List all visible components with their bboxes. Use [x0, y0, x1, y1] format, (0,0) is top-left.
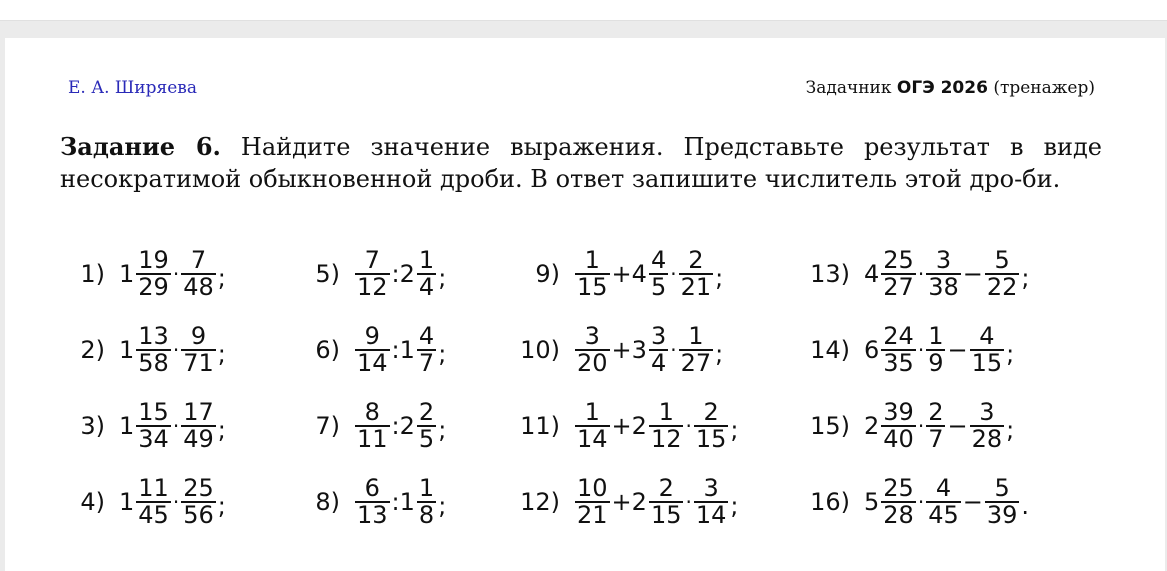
fraction [181, 400, 216, 452]
fraction [694, 476, 729, 528]
numerator: 3 [935, 246, 952, 274]
fraction [136, 324, 171, 376]
fraction [649, 476, 684, 528]
denominator: 4 [418, 273, 435, 301]
operator: · [670, 262, 677, 286]
problem-number: 4) [80, 488, 105, 516]
denominator: 71 [183, 349, 214, 377]
math-expression [354, 324, 446, 376]
whole-part: 1 [119, 488, 135, 516]
fraction [970, 324, 1005, 376]
fraction [881, 476, 916, 528]
denominator: 22 [986, 273, 1018, 301]
fraction [649, 324, 668, 376]
whole-part: 4 [864, 260, 880, 288]
numerator: 1 [658, 398, 674, 426]
math-expression [864, 324, 1014, 376]
problem-item [805, 244, 1029, 304]
denominator: 38 [928, 273, 959, 301]
problem-number: 9) [535, 260, 560, 288]
operator: :1 [391, 336, 415, 364]
numerator: 19 [138, 246, 169, 274]
book-title-suffix: (тренажер) [987, 78, 1095, 98]
denominator: 20 [577, 349, 608, 377]
end-punctuation: ; [438, 492, 447, 520]
whole-part: 6 [864, 336, 880, 364]
denominator: 5 [418, 425, 435, 453]
problem-number: 3) [80, 412, 105, 440]
numerator: 25 [183, 474, 214, 502]
math-expression [354, 476, 446, 528]
fraction [985, 476, 1020, 528]
fraction [575, 476, 610, 528]
problem-number: 13) [810, 260, 850, 288]
denominator: 35 [883, 349, 914, 377]
operator: :1 [391, 488, 415, 516]
fraction [355, 476, 390, 528]
fraction [136, 400, 171, 452]
denominator: 29 [138, 273, 169, 301]
fraction [926, 476, 961, 528]
numerator: 3 [979, 398, 995, 426]
previous-page-edge [0, 0, 1167, 21]
numerator: 3 [650, 322, 667, 350]
problem-item [75, 244, 226, 304]
denominator: 11 [357, 425, 388, 453]
problem-item [295, 320, 446, 380]
denominator: 14 [577, 425, 608, 453]
operator: · [172, 490, 180, 514]
end-punctuation: ; [1021, 264, 1030, 292]
task-statement [60, 131, 1102, 195]
problem-number: 11) [520, 412, 560, 440]
denominator: 15 [695, 425, 727, 453]
numerator: 1 [418, 474, 435, 502]
math-expression [354, 248, 446, 300]
denominator: 13 [357, 501, 388, 529]
numerator: 2 [688, 246, 704, 274]
whole-part: 1 [119, 260, 135, 288]
operator: · [172, 338, 180, 362]
operator: − [962, 260, 983, 288]
numerator: 4 [418, 322, 435, 350]
fraction [926, 400, 945, 452]
denominator: 21 [680, 273, 712, 301]
denominator: 15 [577, 273, 608, 301]
numerator: 10 [577, 474, 608, 502]
fraction [694, 400, 729, 452]
end-punctuation: ; [730, 416, 739, 444]
operator: − [947, 336, 968, 364]
numerator: 2 [928, 398, 944, 426]
fraction [985, 248, 1020, 300]
end-punctuation: ; [730, 492, 739, 520]
book-title-prefix: Задачник [805, 78, 897, 98]
task-text: Найдите значение выражения. Представьте результат в виде несократимой обыкновенной дроби. В ответ запишите числитель этой дро-би. [60, 133, 1102, 193]
fraction [881, 248, 916, 300]
problem-number: 5) [315, 260, 340, 288]
fraction [970, 400, 1005, 452]
denominator: 14 [357, 349, 388, 377]
numerator: 9 [364, 322, 380, 350]
header-author: Е. А. Ширяева [68, 78, 198, 98]
fraction [649, 400, 684, 452]
fraction [136, 476, 171, 528]
numerator: 8 [364, 398, 380, 426]
numerator: 1 [688, 322, 704, 350]
problem-item [510, 244, 723, 304]
problem-number: 8) [315, 488, 340, 516]
operator: +2 [611, 412, 647, 440]
math-expression [119, 476, 226, 528]
denominator: 12 [357, 273, 388, 301]
numerator: 1 [584, 398, 600, 426]
fraction [417, 400, 436, 452]
denominator: 40 [883, 425, 914, 453]
numerator: 11 [138, 474, 169, 502]
denominator: 28 [883, 501, 914, 529]
fraction [926, 248, 961, 300]
operator: :2 [391, 412, 415, 440]
denominator: 15 [971, 349, 1003, 377]
header-book-title [806, 78, 1095, 98]
operator: +2 [611, 488, 647, 516]
fraction [417, 476, 436, 528]
numerator: 4 [935, 474, 952, 502]
operator: · [685, 414, 692, 438]
end-punctuation: ; [217, 264, 226, 292]
problem-item [75, 320, 226, 380]
numerator: 4 [979, 322, 995, 350]
problem-item [510, 320, 723, 380]
operator: · [685, 490, 692, 514]
numerator: 25 [883, 246, 914, 274]
denominator: 21 [577, 501, 608, 529]
math-expression [119, 324, 226, 376]
math-expression [574, 324, 723, 376]
document-page [5, 38, 1165, 571]
denominator: 45 [928, 501, 959, 529]
math-expression [574, 248, 723, 300]
math-expression [864, 476, 1029, 528]
numerator: 15 [138, 398, 169, 426]
fraction [181, 324, 216, 376]
problem-number: 16) [810, 488, 850, 516]
fraction [679, 324, 714, 376]
numerator: 17 [183, 398, 214, 426]
operator: · [670, 338, 677, 362]
problem-item [295, 244, 446, 304]
problem-number: 14) [810, 336, 850, 364]
denominator: 28 [971, 425, 1003, 453]
problem-number: 6) [315, 336, 340, 364]
task-label: Задание 6. [60, 132, 221, 161]
whole-part: 1 [119, 336, 135, 364]
fraction [881, 400, 916, 452]
denominator: 48 [183, 273, 214, 301]
numerator: 3 [584, 322, 600, 350]
numerator: 39 [883, 398, 914, 426]
problem-item [295, 472, 446, 532]
numerator: 13 [138, 322, 169, 350]
numerator: 1 [584, 246, 600, 274]
denominator: 4 [650, 349, 667, 377]
whole-part: 1 [119, 412, 135, 440]
math-expression [864, 400, 1014, 452]
end-punctuation: ; [438, 264, 447, 292]
end-punctuation: ; [438, 416, 447, 444]
operator: · [917, 262, 925, 286]
operator: · [172, 414, 180, 438]
problem-number: 15) [810, 412, 850, 440]
numerator: 25 [883, 474, 914, 502]
denominator: 56 [183, 501, 214, 529]
end-punctuation: ; [1006, 416, 1015, 444]
numerator: 7 [190, 246, 207, 274]
end-punctuation: ; [217, 492, 226, 520]
whole-part: 2 [864, 412, 880, 440]
end-punctuation: . [1021, 492, 1030, 520]
numerator: 7 [364, 246, 380, 274]
operator: +4 [611, 260, 647, 288]
end-punctuation: ; [217, 416, 226, 444]
whole-part: 5 [864, 488, 880, 516]
end-punctuation: ; [715, 264, 724, 292]
numerator: 5 [994, 246, 1010, 274]
fraction [136, 248, 171, 300]
math-expression [119, 248, 226, 300]
operator: +3 [611, 336, 647, 364]
operator: · [172, 262, 180, 286]
numerator: 6 [364, 474, 380, 502]
denominator: 39 [986, 501, 1018, 529]
problem-number: 10) [520, 336, 560, 364]
denominator: 27 [680, 349, 712, 377]
numerator: 1 [928, 322, 944, 350]
numerator: 1 [418, 246, 435, 274]
denominator: 5 [650, 273, 667, 301]
fraction [355, 324, 390, 376]
problem-number: 12) [520, 488, 560, 516]
fraction [575, 400, 610, 452]
denominator: 12 [650, 425, 682, 453]
math-expression [119, 400, 226, 452]
problem-number: 7) [315, 412, 340, 440]
problem-item [510, 472, 738, 532]
denominator: 27 [883, 273, 914, 301]
math-expression [574, 476, 738, 528]
fraction [649, 248, 668, 300]
book-title-exam: ОГЭ 2026 [896, 78, 988, 98]
end-punctuation: ; [1006, 340, 1015, 368]
problem-item [805, 472, 1029, 532]
denominator: 34 [138, 425, 169, 453]
fraction [575, 248, 610, 300]
problem-item [75, 396, 226, 456]
fraction [575, 324, 610, 376]
math-expression [574, 400, 738, 452]
numerator: 4 [650, 246, 667, 274]
denominator: 49 [183, 425, 214, 453]
fraction [355, 248, 390, 300]
fraction [417, 248, 436, 300]
denominator: 7 [928, 425, 944, 453]
problem-item [805, 396, 1014, 456]
problem-number: 2) [80, 336, 105, 364]
math-expression [864, 248, 1029, 300]
operator: · [917, 414, 925, 438]
end-punctuation: ; [715, 340, 724, 368]
operator: · [917, 338, 925, 362]
fraction [355, 400, 390, 452]
numerator: 24 [883, 322, 914, 350]
problem-item [75, 472, 226, 532]
operator: · [917, 490, 925, 514]
operator: :2 [391, 260, 415, 288]
fraction [417, 324, 436, 376]
denominator: 45 [138, 501, 169, 529]
numerator: 3 [703, 474, 719, 502]
fraction [926, 324, 945, 376]
fraction [181, 248, 216, 300]
fraction [881, 324, 916, 376]
numerator: 5 [994, 474, 1010, 502]
denominator: 58 [138, 349, 169, 377]
denominator: 7 [418, 349, 435, 377]
problem-item [510, 396, 738, 456]
problem-item [805, 320, 1014, 380]
numerator: 2 [658, 474, 674, 502]
problem-number: 1) [80, 260, 105, 288]
end-punctuation: ; [438, 340, 447, 368]
fraction [679, 248, 714, 300]
operator: − [947, 412, 968, 440]
denominator: 8 [418, 501, 435, 529]
denominator: 14 [695, 501, 727, 529]
denominator: 15 [650, 501, 682, 529]
denominator: 9 [928, 349, 944, 377]
operator: − [962, 488, 983, 516]
numerator: 2 [703, 398, 719, 426]
math-expression [354, 400, 446, 452]
end-punctuation: ; [217, 340, 226, 368]
numerator: 2 [418, 398, 435, 426]
fraction [181, 476, 216, 528]
problem-item [295, 396, 446, 456]
numerator: 9 [190, 322, 207, 350]
